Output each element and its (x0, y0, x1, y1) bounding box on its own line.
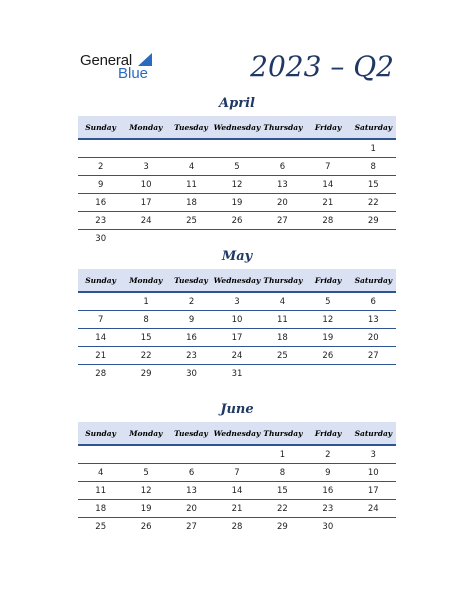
day-cell: 6 (188, 467, 195, 478)
day-cell: 7 (98, 314, 104, 325)
weekday-header: Friday (314, 428, 342, 438)
weekday-header: Saturday (354, 428, 393, 438)
weekday-header: Tuesday (174, 428, 208, 438)
weekday-header: Sunday (85, 122, 116, 132)
day-cell: 20 (367, 332, 379, 343)
day-cell: 19 (231, 197, 243, 208)
day-cell: 13 (367, 314, 379, 325)
logo (80, 52, 160, 84)
day-cell: 14 (231, 485, 243, 496)
week-row (78, 500, 396, 518)
week-row (78, 140, 396, 158)
day-cell: 26 (322, 350, 334, 361)
month-may (78, 247, 396, 382)
weekday-header: Tuesday (174, 122, 208, 132)
day-cell: 28 (231, 521, 243, 532)
week-row (78, 347, 396, 365)
day-cell: 7 (325, 161, 331, 172)
day-cell: 28 (95, 368, 107, 379)
week-row (78, 293, 396, 311)
day-cell: 22 (367, 197, 379, 208)
day-cell: 8 (143, 314, 149, 325)
day-cell: 22 (276, 503, 288, 514)
day-cell: 25 (186, 215, 197, 226)
day-cell: 23 (186, 350, 197, 361)
day-cell: 19 (322, 332, 334, 343)
day-cell: 4 (188, 161, 195, 172)
day-cell: 24 (367, 503, 379, 514)
day-cell: 19 (140, 503, 152, 514)
weekday-header: Sunday (85, 275, 116, 285)
weekday-header: Friday (314, 275, 342, 285)
day-cell: 29 (367, 215, 379, 226)
weekday-header: Saturday (354, 275, 393, 285)
day-cell: 4 (98, 467, 104, 478)
day-cell: 7 (234, 467, 240, 478)
day-cell: 15 (276, 485, 288, 496)
day-cell: 18 (186, 197, 197, 208)
week-row (78, 446, 396, 464)
day-cell: 26 (140, 521, 152, 532)
day-cell: 27 (186, 521, 197, 532)
day-cell: 15 (367, 179, 379, 190)
day-cell: 12 (140, 485, 152, 496)
day-cell: 21 (95, 350, 107, 361)
day-cell: 1 (143, 296, 149, 307)
day-cell: 2 (188, 296, 195, 307)
week-row (78, 518, 396, 535)
day-cell: 5 (143, 467, 149, 478)
day-cell: 23 (322, 503, 334, 514)
day-cell: 2 (325, 449, 331, 460)
day-cell: 9 (98, 179, 104, 190)
day-cell: 6 (370, 296, 376, 307)
day-cell: 17 (140, 197, 152, 208)
day-cell: 5 (325, 296, 331, 307)
weekday-header: Thursday (263, 275, 303, 285)
month-name: April (219, 96, 255, 111)
day-cell: 18 (95, 503, 107, 514)
day-cell: 11 (276, 314, 288, 325)
logo-general-text: General (80, 52, 132, 69)
week-row (78, 311, 396, 329)
day-cell: 5 (234, 161, 240, 172)
weekday-header: Sunday (85, 428, 116, 438)
day-cell: 20 (186, 503, 197, 514)
week-row (78, 482, 396, 500)
day-cell: 13 (186, 485, 197, 496)
day-cell: 17 (367, 485, 379, 496)
weekday-header: Saturday (354, 122, 393, 132)
day-cell: 14 (95, 332, 107, 343)
weekday-header: Friday (314, 122, 342, 132)
day-cell: 27 (276, 215, 288, 226)
day-cell: 4 (279, 296, 286, 307)
day-cell: 15 (140, 332, 152, 343)
day-cell: 3 (143, 161, 149, 172)
day-cell: 12 (322, 314, 334, 325)
day-cell: 10 (367, 467, 379, 478)
day-cell: 6 (279, 161, 286, 172)
day-cell: 3 (370, 449, 376, 460)
month-name: June (220, 402, 254, 417)
day-cell: 24 (231, 350, 243, 361)
weekday-header: Thursday (263, 428, 303, 438)
day-cell: 11 (186, 179, 197, 190)
day-cell: 13 (276, 179, 288, 190)
day-cell: 30 (95, 233, 107, 244)
day-cell: 9 (188, 314, 195, 325)
week-row (78, 176, 396, 194)
day-cell: 31 (231, 368, 243, 379)
day-cell: 3 (234, 296, 240, 307)
day-cell: 25 (276, 350, 288, 361)
weekday-header: Thursday (263, 122, 303, 132)
day-cell: 1 (279, 449, 286, 460)
weekday-header-row (78, 269, 396, 293)
month-june (78, 400, 396, 535)
weekday-header: Monday (129, 275, 163, 285)
day-cell: 24 (140, 215, 152, 226)
day-cell: 2 (98, 161, 104, 172)
day-cell: 30 (322, 521, 334, 532)
weekday-header-row (78, 116, 396, 140)
weekday-header: Wednesday (213, 122, 261, 132)
month-april (78, 94, 396, 247)
day-cell: 18 (276, 332, 288, 343)
day-cell: 22 (140, 350, 152, 361)
day-cell: 17 (231, 332, 243, 343)
week-row (78, 158, 396, 176)
page-title: 2023 – Q2 (250, 50, 394, 83)
week-row (78, 464, 396, 482)
day-cell: 29 (140, 368, 152, 379)
day-cell: 21 (231, 503, 243, 514)
day-cell: 28 (322, 215, 334, 226)
week-row (78, 194, 396, 212)
day-cell: 1 (370, 143, 376, 154)
day-cell: 25 (95, 521, 107, 532)
day-cell: 16 (186, 332, 197, 343)
day-cell: 11 (95, 485, 107, 496)
day-cell: 10 (140, 179, 152, 190)
month-name: May (221, 249, 253, 264)
weekday-header: Wednesday (213, 275, 261, 285)
weekday-header: Monday (129, 122, 163, 132)
day-cell: 26 (231, 215, 243, 226)
day-cell: 9 (325, 467, 331, 478)
day-cell: 10 (231, 314, 243, 325)
week-row (78, 329, 396, 347)
day-cell: 30 (186, 368, 197, 379)
day-cell: 20 (276, 197, 288, 208)
day-cell: 8 (370, 161, 376, 172)
weekday-header: Wednesday (213, 428, 261, 438)
week-row (78, 365, 396, 382)
day-cell: 12 (231, 179, 243, 190)
day-cell: 21 (322, 197, 334, 208)
week-row (78, 230, 396, 247)
day-cell: 27 (367, 350, 379, 361)
week-row (78, 212, 396, 230)
day-cell: 14 (322, 179, 334, 190)
logo-blue-text: Blue (118, 65, 149, 82)
weekday-header-row (78, 422, 396, 446)
day-cell: 23 (95, 215, 107, 226)
weekday-header: Monday (129, 428, 163, 438)
day-cell: 16 (95, 197, 107, 208)
day-cell: 8 (279, 467, 286, 478)
day-cell: 16 (322, 485, 334, 496)
day-cell: 29 (276, 521, 288, 532)
weekday-header: Tuesday (174, 275, 208, 285)
